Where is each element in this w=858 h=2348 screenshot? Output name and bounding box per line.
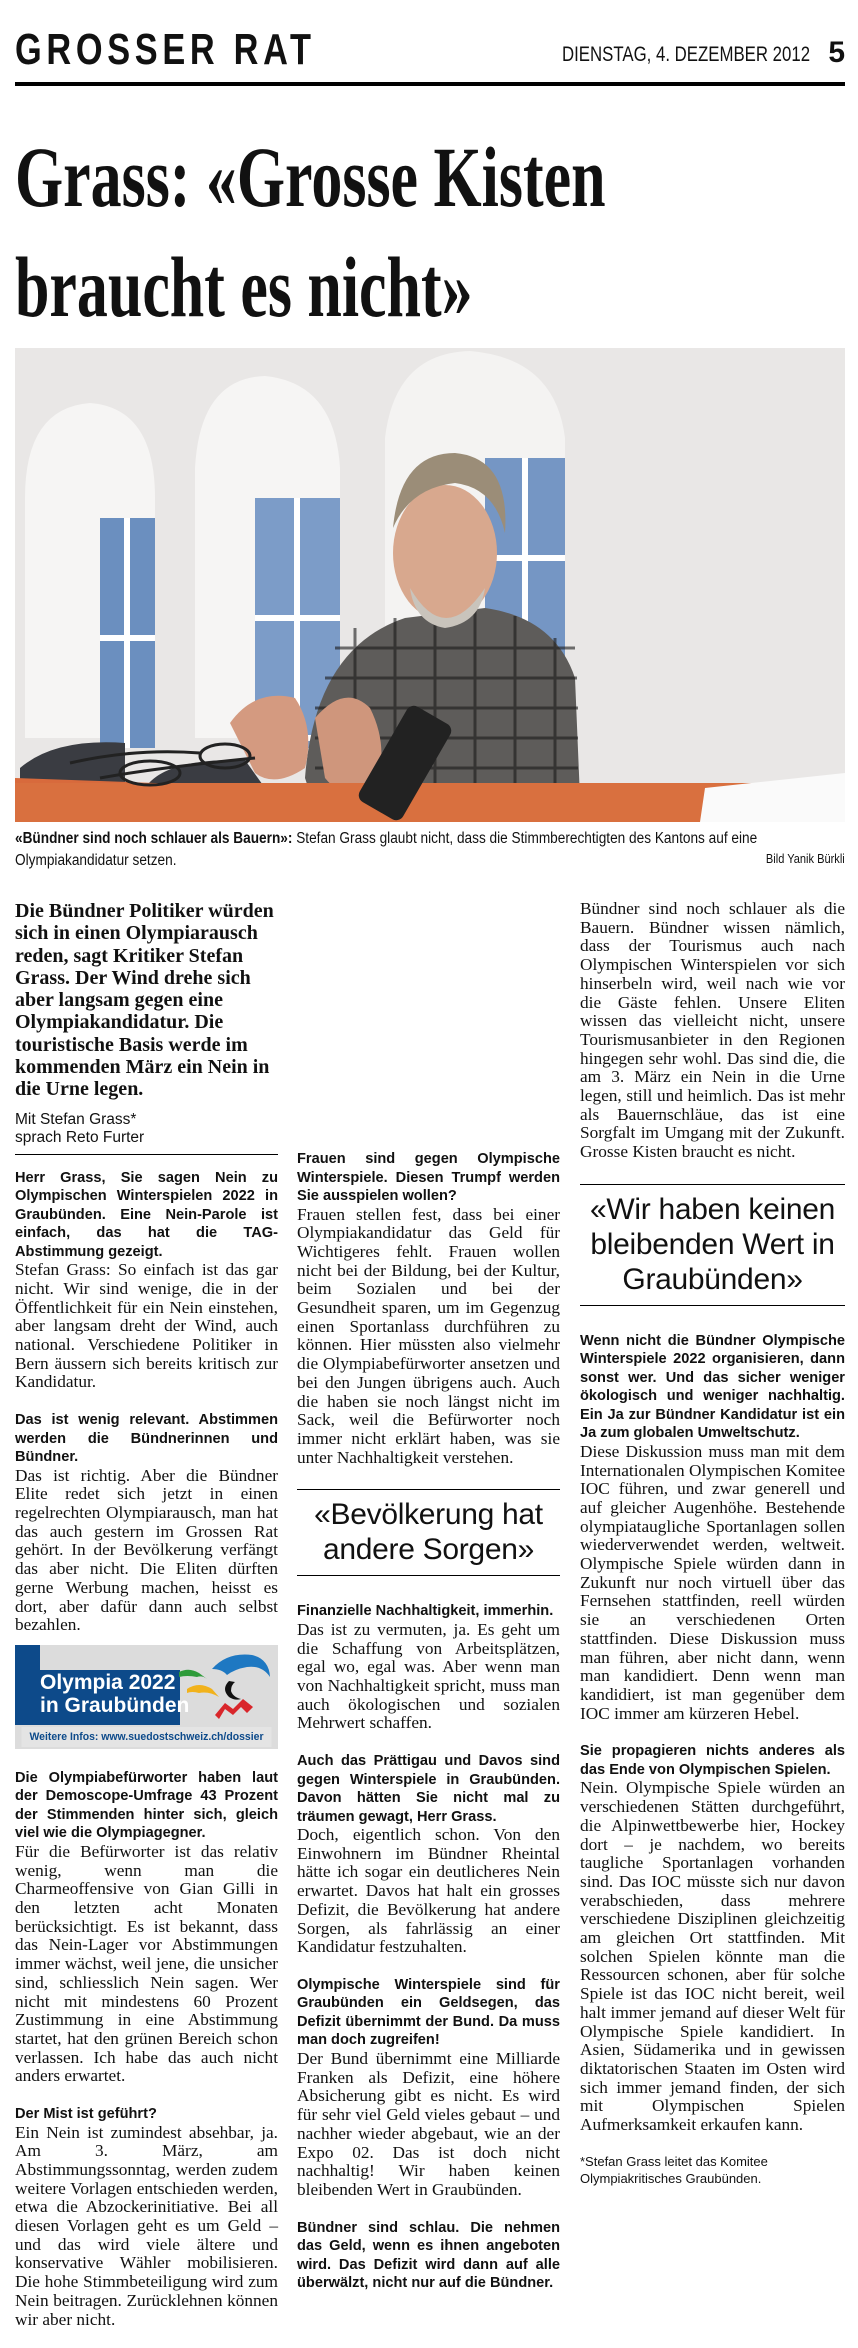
answer: Stefan Grass: So einfach ist das gar nicht. Wir sind wenige, die in der Öffentlichkeit für ein Nein einstehen, aber langsam dreht der Wind, auch national. Verschiedene Politiker in Bern äussern sich bereits kritisch zur Kandidatur. [15, 1260, 278, 1392]
headline-line-1: Grass: «Grosse Kisten [15, 129, 606, 225]
article-photo [15, 348, 845, 822]
answer: Das ist zu vermuten, ja. Es geht um die Schaffung von Arbeitsplätzen, egal wo, egal was. Aber wenn man von Nachhaltigkeit spricht, muss man auch ökologischen und sozialen Mehrwert schaffen. [297, 1619, 560, 1733]
column-right [580, 900, 845, 2187]
answer: Das ist richtig. Aber die Bündner Elite redet sich jetzt in einen regelrechten Olympiarausch, man hat das auch gestern im Grossen Rat gehört. In der Bevölkerung verfängt das aber nicht. Die Eliten dürften gerne Werbung machen, heisst es dort, aber dafür dann auch selbst bezahlen. [15, 1465, 278, 1635]
header-rule [15, 82, 845, 86]
caption-text: Stefan Grass glaubt nicht, dass die Stimmberechtigten des Kantons auf eine Olympiakandidatur setzen. [15, 830, 758, 869]
question: Frauen sind gegen Olympische Winterspiele. Diesen Trumpf werden Sie ausspielen wollen? [297, 1151, 560, 1204]
byline-author: sprach Reto Furter [15, 1128, 145, 1146]
question: Das ist wenig relevant. Abstimmen werden die Bündnerinnen und Bündner. [15, 1412, 278, 1466]
photo-caption [15, 828, 845, 872]
column-left [15, 900, 278, 2348]
page-number: 5 [828, 36, 845, 69]
answer: Doch, eigentlich schon. Von den Einwohnern im Bündner Rheintal hätte ich sogar ein deutlicheres Nein erwartet. Davos hat halt ein grosses Defizit, die Bevölkerung hat andere Sorgen, als fahrlässig an einer Kandidatur festzuhalten. [297, 1825, 560, 1957]
answer: Nein. Olympische Spiele würden an verschiedenen Stätten durchgeführt, die Alpinwettbewerbe hier, Hockey dort – je nachdem, wo bereits taugliche Sportanlagen vorhanden sind. Das IOC müsste sich nur davon verabschieden, dass mehrere verschiedene Disziplinen gleichzeitig am gleichen Ort stattfinden. Mit solchen Spielen könnte man die Ressourcen schonen, aber für solche Spiele ist das IOC nicht bereit, weil halt immer jemand auf dieser Welt für Olympische Spiele kandidiert. In Asien, Südamerika und in gewissen diktatorischen Staaten im Osten wird sich immer jemand finden, der sich mit Olympischen Spielen Aufmerksamkeit erkaufen kann. [580, 1778, 845, 2135]
question: Olympische Winterspiele sind für Graubünden ein Geldsegen, das Defizit übernimmt der Bund. Da muss man doch zugreifen! [297, 1976, 560, 2049]
question: Der Mist ist geführt? [15, 2106, 157, 2123]
answer: Frauen stellen fest, dass bei einer Olympiakandidatur das Geld für Wichtigeres fehlt. Frauen wollen nicht bei der Bildung, bei der Kultur, beim Sozialen und bei der Gesundheit sparen, um im Gegenzug einen Sportanlass durchführen zu können. Hier müssten also vielmehr die Olympiabefürworter ansetzen und bei den Jungen übrigens auch. Auch die haben sie noch längst nicht im Sack, weil die Befürworter noch immer nicht erklärt haben, was sie unter Nachhaltigkeit verstehen. [297, 1204, 560, 1467]
question: Herr Grass, Sie sagen Nein zu Olympischen Winterspielen 2022 in Graubünden. Eine Nein-Parole ist einfach, das hat die TAG-Abstimmung gezeigt. [15, 1169, 278, 1260]
answer: Bündner sind noch schlauer als die Bauern. Bündner wissen nämlich, dass der Tourismus auch nach Olympischen Winterspielen vor sich hinserbeln wird, weil nach wie vor die Gäste fehlen. Unsere Eliten wissen das vielleicht nicht, unsere Tourismusanbieter in den Regionen hingegen sehr wohl. Das sind die, die am 3. März ein Nein in die Urne legen, still und heimlich. Das ist mehr als Bauernschläue, das ist eine Sorgfalt im Umgang mit der Zukunft. Grosse Kisten braucht es nicht. [580, 899, 845, 1162]
answer: Diese Diskussion muss man mit dem Internationalen Olympischen Komitee IOC führen, und zwar generell und auf gleicher Augenhöhe. Bestehende olympiataugliche Sportanlagen sollen wiederverwendet werden, weltweit. Olympische Spiele würden dann in Zukunft nur noch virtuell über das Fernsehen stattfinden, reell würden sie an verschiedenen Orten stattfinden. Diese Diskussion muss man führen, aber nicht dann, wenn man kandidiert. Denn wenn man kandidiert, ist man gegenüber dem IOC immer am kürzeren Hebel. [580, 1441, 845, 1723]
issue-date: DIENSTAG, 4. DEZEMBER 2012 [561, 43, 810, 66]
banner-more-info-link[interactable]: Weitere Infos: www.suedostschweiz.ch/dossier [22, 1727, 272, 1747]
answer: Für die Befürworter ist das relativ wenig, wenn man die Charmeoffensive von Gian Gilli in den letzten acht Monaten berücksichtigt. Es ist bekannt, dass das Nein-Lager vor Abstimmungen immer wächst, weil jene, die unsicher sind, schliesslich Nein sagen. Wer nicht mit mindestens 60 Prozent Zustimmung in eine Abstimmung startet, hat den grünen Bereich schon verlassen. Ich habe das auch nicht anders erwartet. [15, 1841, 278, 2086]
banner-title [40, 1671, 189, 1717]
question: Wenn nicht die Bündner Olympische Winterspiele 2022 organisieren, dann sonst wer. Und das sicher weniger ökologisch und weniger nachhaltig. Ein Ja zur Bündner Kandidatur ist ein Ja zum globalen Umweltschutz. [580, 1332, 845, 1442]
olympia-dossier-banner[interactable] [15, 1645, 278, 1749]
answer: Der Bund übernimmt eine Milliarde Franken als Defizit, eine höhere Absicherung gibt es nicht. Es wird für sehr viel Geld vieles gebaut – und nachher wieder abgebaut, wie an der Expo 02. Das ist doch nicht nachhaltig! Wir haben keinen bleibenden Wert in Graubünden. [297, 2048, 560, 2199]
banner-title-line-2: in Graubünden [40, 1693, 190, 1717]
answer: Ein Nein ist zumindest absehbar, ja. Am 3. März, am Abstimmungssonntag, werden zudem weitere Vorlagen entschieden werden, etwa die Abzockerinitiative. Bei all diesen Vorlagen geht es um Geld – und das wird viele ältere und konservative Wähler mobilisieren. Die hohe Stimmbeteiligung wird zum Nein beitragen. Zurücklehnen können wir aber nicht. [15, 2122, 278, 2329]
question: Auch das Prättigau und Davos sind gegen Winterspiele in Graubünden. Davon hätten Sie nicht mal zu träumen gewagt, Herr Grass. [297, 1753, 560, 1825]
photo-illustration [15, 348, 845, 822]
caption-quote: «Bündner sind noch schlauer als Bauern»: [15, 830, 293, 847]
section-title: GROSSER RAT [15, 25, 316, 74]
olympia-logo-icon [177, 1647, 272, 1727]
question: Finanzielle Nachhaltigkeit, immerhin. [297, 1603, 554, 1620]
question: Sie propagieren nichts anderes als das Ende von Olympischen Spielen. [580, 1743, 845, 1778]
headline-line-2: braucht es nicht» [15, 239, 473, 335]
pull-quote-middle: «Bevölkerung hat andere Sorgen» [297, 1489, 560, 1576]
photo-credit: Bild Yanik Bürkli [766, 851, 845, 866]
byline-divider [15, 1154, 278, 1155]
author-footnote: *Stefan Grass leitet das Komitee Olympiakritisches Graubünden. [580, 2153, 768, 2186]
article-lead: Die Bündner Politiker würden sich in einen Olympiarausch reden, sagt Kritiker Stefan Grass. Der Wind drehe sich aber langsam gegen eine Olympiakandidatur. Die touristische Basis werde im kommenden März ein Nein in die Urne legen. [15, 900, 274, 1101]
byline-interviewee: Mit Stefan Grass* [15, 1110, 137, 1128]
banner-title-line-1: Olympia 2022 [40, 1670, 176, 1694]
column-middle [297, 1150, 560, 2293]
headline [15, 122, 843, 342]
question: Bündner sind schlau. Die nehmen das Geld, wenn es ihnen angeboten wird. Das Defizit wird dann auf alle überwälzt, nicht nur auf die Bündner. [297, 2219, 560, 2292]
pull-quote-right: «Wir haben keinen bleibenden Wert in Graubünden» [580, 1184, 845, 1306]
question: Die Olympiabefürworter haben laut der Demoscope-Umfrage 43 Prozent der Stimmenden hinter sich, gleich viel wie die Olympiagegner. [15, 1769, 278, 1842]
